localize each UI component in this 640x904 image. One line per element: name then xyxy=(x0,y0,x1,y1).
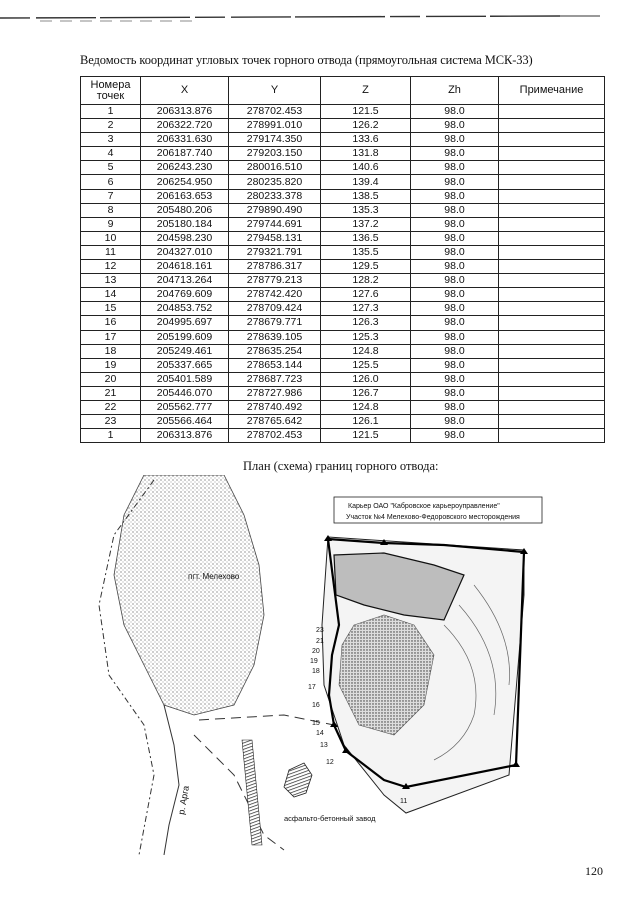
cell-z: 131.8 xyxy=(321,147,411,161)
cell-point-number: 14 xyxy=(81,288,141,302)
table-row xyxy=(81,203,605,217)
cell-point-number: 1 xyxy=(81,105,141,119)
table-row xyxy=(81,245,605,259)
table-row xyxy=(81,274,605,288)
table-row xyxy=(81,231,605,245)
point-label: 15 xyxy=(312,720,320,727)
table-row xyxy=(81,105,605,119)
cell-z: 125.3 xyxy=(321,330,411,344)
cell-z: 133.6 xyxy=(321,133,411,147)
point-label: 23 xyxy=(316,627,324,634)
cell-point-number: 9 xyxy=(81,217,141,231)
cell-x: 205337.665 xyxy=(141,358,229,372)
cell-note xyxy=(499,245,605,259)
cell-point-number: 17 xyxy=(81,330,141,344)
table-row xyxy=(81,400,605,414)
cell-zh: 98.0 xyxy=(411,147,499,161)
table-row xyxy=(81,415,605,429)
cell-point-number: 2 xyxy=(81,119,141,133)
cell-zh: 98.0 xyxy=(411,358,499,372)
cell-point-number: 21 xyxy=(81,386,141,400)
cell-point-number: 5 xyxy=(81,161,141,175)
cell-x: 206187.740 xyxy=(141,147,229,161)
cell-note xyxy=(499,274,605,288)
header-x: X xyxy=(141,77,229,105)
cell-y: 278702.453 xyxy=(229,429,321,443)
cell-point-number: 13 xyxy=(81,274,141,288)
cell-note xyxy=(499,217,605,231)
cell-point-number: 15 xyxy=(81,302,141,316)
cell-zh: 98.0 xyxy=(411,344,499,358)
cell-z: 135.5 xyxy=(321,245,411,259)
cell-point-number: 18 xyxy=(81,344,141,358)
cell-y: 278709.424 xyxy=(229,302,321,316)
cell-zh: 98.0 xyxy=(411,302,499,316)
cell-y: 278635.254 xyxy=(229,344,321,358)
cell-x: 204769.609 xyxy=(141,288,229,302)
cell-zh: 98.0 xyxy=(411,161,499,175)
cell-zh: 98.0 xyxy=(411,245,499,259)
quarry-label-line-2: Участок №4 Мелехово-Федоровского месторождения xyxy=(346,514,520,521)
quarry-label-line-1: Карьер ОАО "Кабровское карьероуправление" xyxy=(348,503,500,510)
cell-zh: 98.0 xyxy=(411,372,499,386)
cell-y: 280235.820 xyxy=(229,175,321,189)
settlement-area xyxy=(114,475,264,715)
cell-point-number: 10 xyxy=(81,231,141,245)
cell-zh: 98.0 xyxy=(411,260,499,274)
cell-y: 278765.642 xyxy=(229,415,321,429)
cell-z: 124.8 xyxy=(321,344,411,358)
cell-zh: 98.0 xyxy=(411,316,499,330)
cell-note xyxy=(499,133,605,147)
cell-point-number: 12 xyxy=(81,260,141,274)
table-row xyxy=(81,429,605,443)
cell-x: 205562.777 xyxy=(141,400,229,414)
header-point-numbers: Номера точек xyxy=(81,77,141,105)
coordinates-table xyxy=(80,76,605,443)
cell-y: 278687.723 xyxy=(229,372,321,386)
cell-x: 205401.589 xyxy=(141,372,229,386)
table-row xyxy=(81,161,605,175)
cell-zh: 98.0 xyxy=(411,133,499,147)
cell-y: 279890.490 xyxy=(229,203,321,217)
cell-x: 204713.264 xyxy=(141,274,229,288)
cell-z: 121.5 xyxy=(321,429,411,443)
cell-x: 205249.461 xyxy=(141,344,229,358)
cell-y: 278727.986 xyxy=(229,386,321,400)
cell-z: 121.5 xyxy=(321,105,411,119)
table-row xyxy=(81,330,605,344)
point-label: 19 xyxy=(310,658,318,665)
cell-z: 126.3 xyxy=(321,316,411,330)
cell-y: 278779.213 xyxy=(229,274,321,288)
cell-z: 135.3 xyxy=(321,203,411,217)
cell-point-number: 6 xyxy=(81,175,141,189)
cell-z: 140.6 xyxy=(321,161,411,175)
cell-zh: 98.0 xyxy=(411,415,499,429)
table-row xyxy=(81,133,605,147)
cell-z: 138.5 xyxy=(321,189,411,203)
cell-note xyxy=(499,358,605,372)
cell-point-number: 7 xyxy=(81,189,141,203)
cell-y: 279203.150 xyxy=(229,147,321,161)
header-z: Z xyxy=(321,77,411,105)
point-label: 14 xyxy=(316,730,324,737)
cell-note xyxy=(499,175,605,189)
cell-z: 126.1 xyxy=(321,415,411,429)
point-label: 12 xyxy=(326,759,334,766)
point-label: 16 xyxy=(312,702,320,709)
cell-note xyxy=(499,316,605,330)
cell-note xyxy=(499,203,605,217)
cell-note xyxy=(499,344,605,358)
cell-z: 127.3 xyxy=(321,302,411,316)
cell-x: 206243.230 xyxy=(141,161,229,175)
table-row xyxy=(81,189,605,203)
cell-zh: 98.0 xyxy=(411,429,499,443)
cell-z: 126.0 xyxy=(321,372,411,386)
cell-zh: 98.0 xyxy=(411,203,499,217)
cell-note xyxy=(499,415,605,429)
railway-strip xyxy=(242,740,262,845)
cell-x: 205566.464 xyxy=(141,415,229,429)
cell-x: 205199.609 xyxy=(141,330,229,344)
cell-x: 206254.950 xyxy=(141,175,229,189)
table-row xyxy=(81,175,605,189)
cell-zh: 98.0 xyxy=(411,400,499,414)
cell-x: 206331.630 xyxy=(141,133,229,147)
point-label: 21 xyxy=(316,638,324,645)
cell-x: 204598.230 xyxy=(141,231,229,245)
river-line xyxy=(164,705,179,855)
cell-zh: 98.0 xyxy=(411,189,499,203)
header-y: Y xyxy=(229,77,321,105)
cell-y: 279174.350 xyxy=(229,133,321,147)
cell-x: 204327.010 xyxy=(141,245,229,259)
cell-y: 278991.010 xyxy=(229,119,321,133)
cell-zh: 98.0 xyxy=(411,217,499,231)
cell-point-number: 11 xyxy=(81,245,141,259)
table-row xyxy=(81,302,605,316)
cell-note xyxy=(499,330,605,344)
cell-point-number: 23 xyxy=(81,415,141,429)
cell-note xyxy=(499,189,605,203)
cell-note xyxy=(499,260,605,274)
cell-note xyxy=(499,288,605,302)
table-row xyxy=(81,358,605,372)
cell-x: 205480.206 xyxy=(141,203,229,217)
cell-y: 279458.131 xyxy=(229,231,321,245)
cell-z: 129.5 xyxy=(321,260,411,274)
cell-x: 206313.876 xyxy=(141,429,229,443)
cell-z: 125.5 xyxy=(321,358,411,372)
cell-zh: 98.0 xyxy=(411,231,499,245)
plant-label: асфальто-бетонный завод xyxy=(284,814,376,823)
cell-zh: 98.0 xyxy=(411,330,499,344)
cell-point-number: 22 xyxy=(81,400,141,414)
cell-y: 278679.771 xyxy=(229,316,321,330)
cell-note xyxy=(499,429,605,443)
table-row xyxy=(81,260,605,274)
table-row xyxy=(81,386,605,400)
cell-point-number: 1 xyxy=(81,429,141,443)
point-label: 13 xyxy=(320,742,328,749)
cell-zh: 98.0 xyxy=(411,274,499,288)
cell-note xyxy=(499,231,605,245)
cell-z: 126.7 xyxy=(321,386,411,400)
cell-zh: 98.0 xyxy=(411,288,499,302)
cell-x: 206163.653 xyxy=(141,189,229,203)
table-row xyxy=(81,288,605,302)
settlement-label: пгт. Мелехово xyxy=(188,572,240,581)
cell-y: 278740.492 xyxy=(229,400,321,414)
cell-x: 204618.161 xyxy=(141,260,229,274)
table-row xyxy=(81,147,605,161)
cell-zh: 98.0 xyxy=(411,175,499,189)
page-number: 120 xyxy=(585,864,603,878)
asphalt-plant-area xyxy=(284,763,312,797)
cell-note xyxy=(499,147,605,161)
cell-note xyxy=(499,105,605,119)
table-row xyxy=(81,344,605,358)
table-row xyxy=(81,316,605,330)
cell-x: 206322.720 xyxy=(141,119,229,133)
cell-x: 204995.697 xyxy=(141,316,229,330)
header-zh: Zh xyxy=(411,77,499,105)
plan-title: План (схема) границ горного отвода: xyxy=(243,459,439,473)
cell-zh: 98.0 xyxy=(411,119,499,133)
cell-zh: 98.0 xyxy=(411,105,499,119)
cell-point-number: 20 xyxy=(81,372,141,386)
top-border-line xyxy=(0,6,640,26)
cell-z: 124.8 xyxy=(321,400,411,414)
dashed-road xyxy=(194,735,284,850)
cell-note xyxy=(499,400,605,414)
point-label: 18 xyxy=(312,668,320,675)
cell-y: 279744.691 xyxy=(229,217,321,231)
cell-point-number: 8 xyxy=(81,203,141,217)
cell-y: 279321.791 xyxy=(229,245,321,259)
cell-point-number: 16 xyxy=(81,316,141,330)
cell-y: 280233.378 xyxy=(229,189,321,203)
cell-x: 205446.070 xyxy=(141,386,229,400)
cell-z: 139.4 xyxy=(321,175,411,189)
river-label: р. Арга xyxy=(176,784,192,816)
cell-y: 278702.453 xyxy=(229,105,321,119)
table-header-row xyxy=(81,77,605,105)
cell-y: 278653.144 xyxy=(229,358,321,372)
cell-z: 136.5 xyxy=(321,231,411,245)
point-label: 11 xyxy=(400,798,408,805)
cell-y: 278639.105 xyxy=(229,330,321,344)
cell-point-number: 3 xyxy=(81,133,141,147)
cell-point-number: 4 xyxy=(81,147,141,161)
cell-note xyxy=(499,161,605,175)
header-note: Примечание xyxy=(499,77,605,105)
cell-y: 278742.420 xyxy=(229,288,321,302)
cell-note xyxy=(499,372,605,386)
cell-z: 127.6 xyxy=(321,288,411,302)
cell-x: 205180.184 xyxy=(141,217,229,231)
cell-z: 128.2 xyxy=(321,274,411,288)
point-label: 17 xyxy=(308,684,316,691)
point-label: 20 xyxy=(312,648,320,655)
cell-y: 278786.317 xyxy=(229,260,321,274)
cell-zh: 98.0 xyxy=(411,386,499,400)
cell-note xyxy=(499,302,605,316)
boundary-scheme-map xyxy=(84,475,564,855)
cell-point-number: 19 xyxy=(81,358,141,372)
cell-z: 126.2 xyxy=(321,119,411,133)
document-title: Ведомость координат угловых точек горного отвода (прямоугольная система МСК-33) xyxy=(80,53,533,67)
table-row xyxy=(81,217,605,231)
cell-z: 137.2 xyxy=(321,217,411,231)
table-row xyxy=(81,372,605,386)
table-row xyxy=(81,119,605,133)
cell-note xyxy=(499,119,605,133)
cell-x: 206313.876 xyxy=(141,105,229,119)
cell-note xyxy=(499,386,605,400)
cell-x: 204853.752 xyxy=(141,302,229,316)
cell-y: 280016.510 xyxy=(229,161,321,175)
